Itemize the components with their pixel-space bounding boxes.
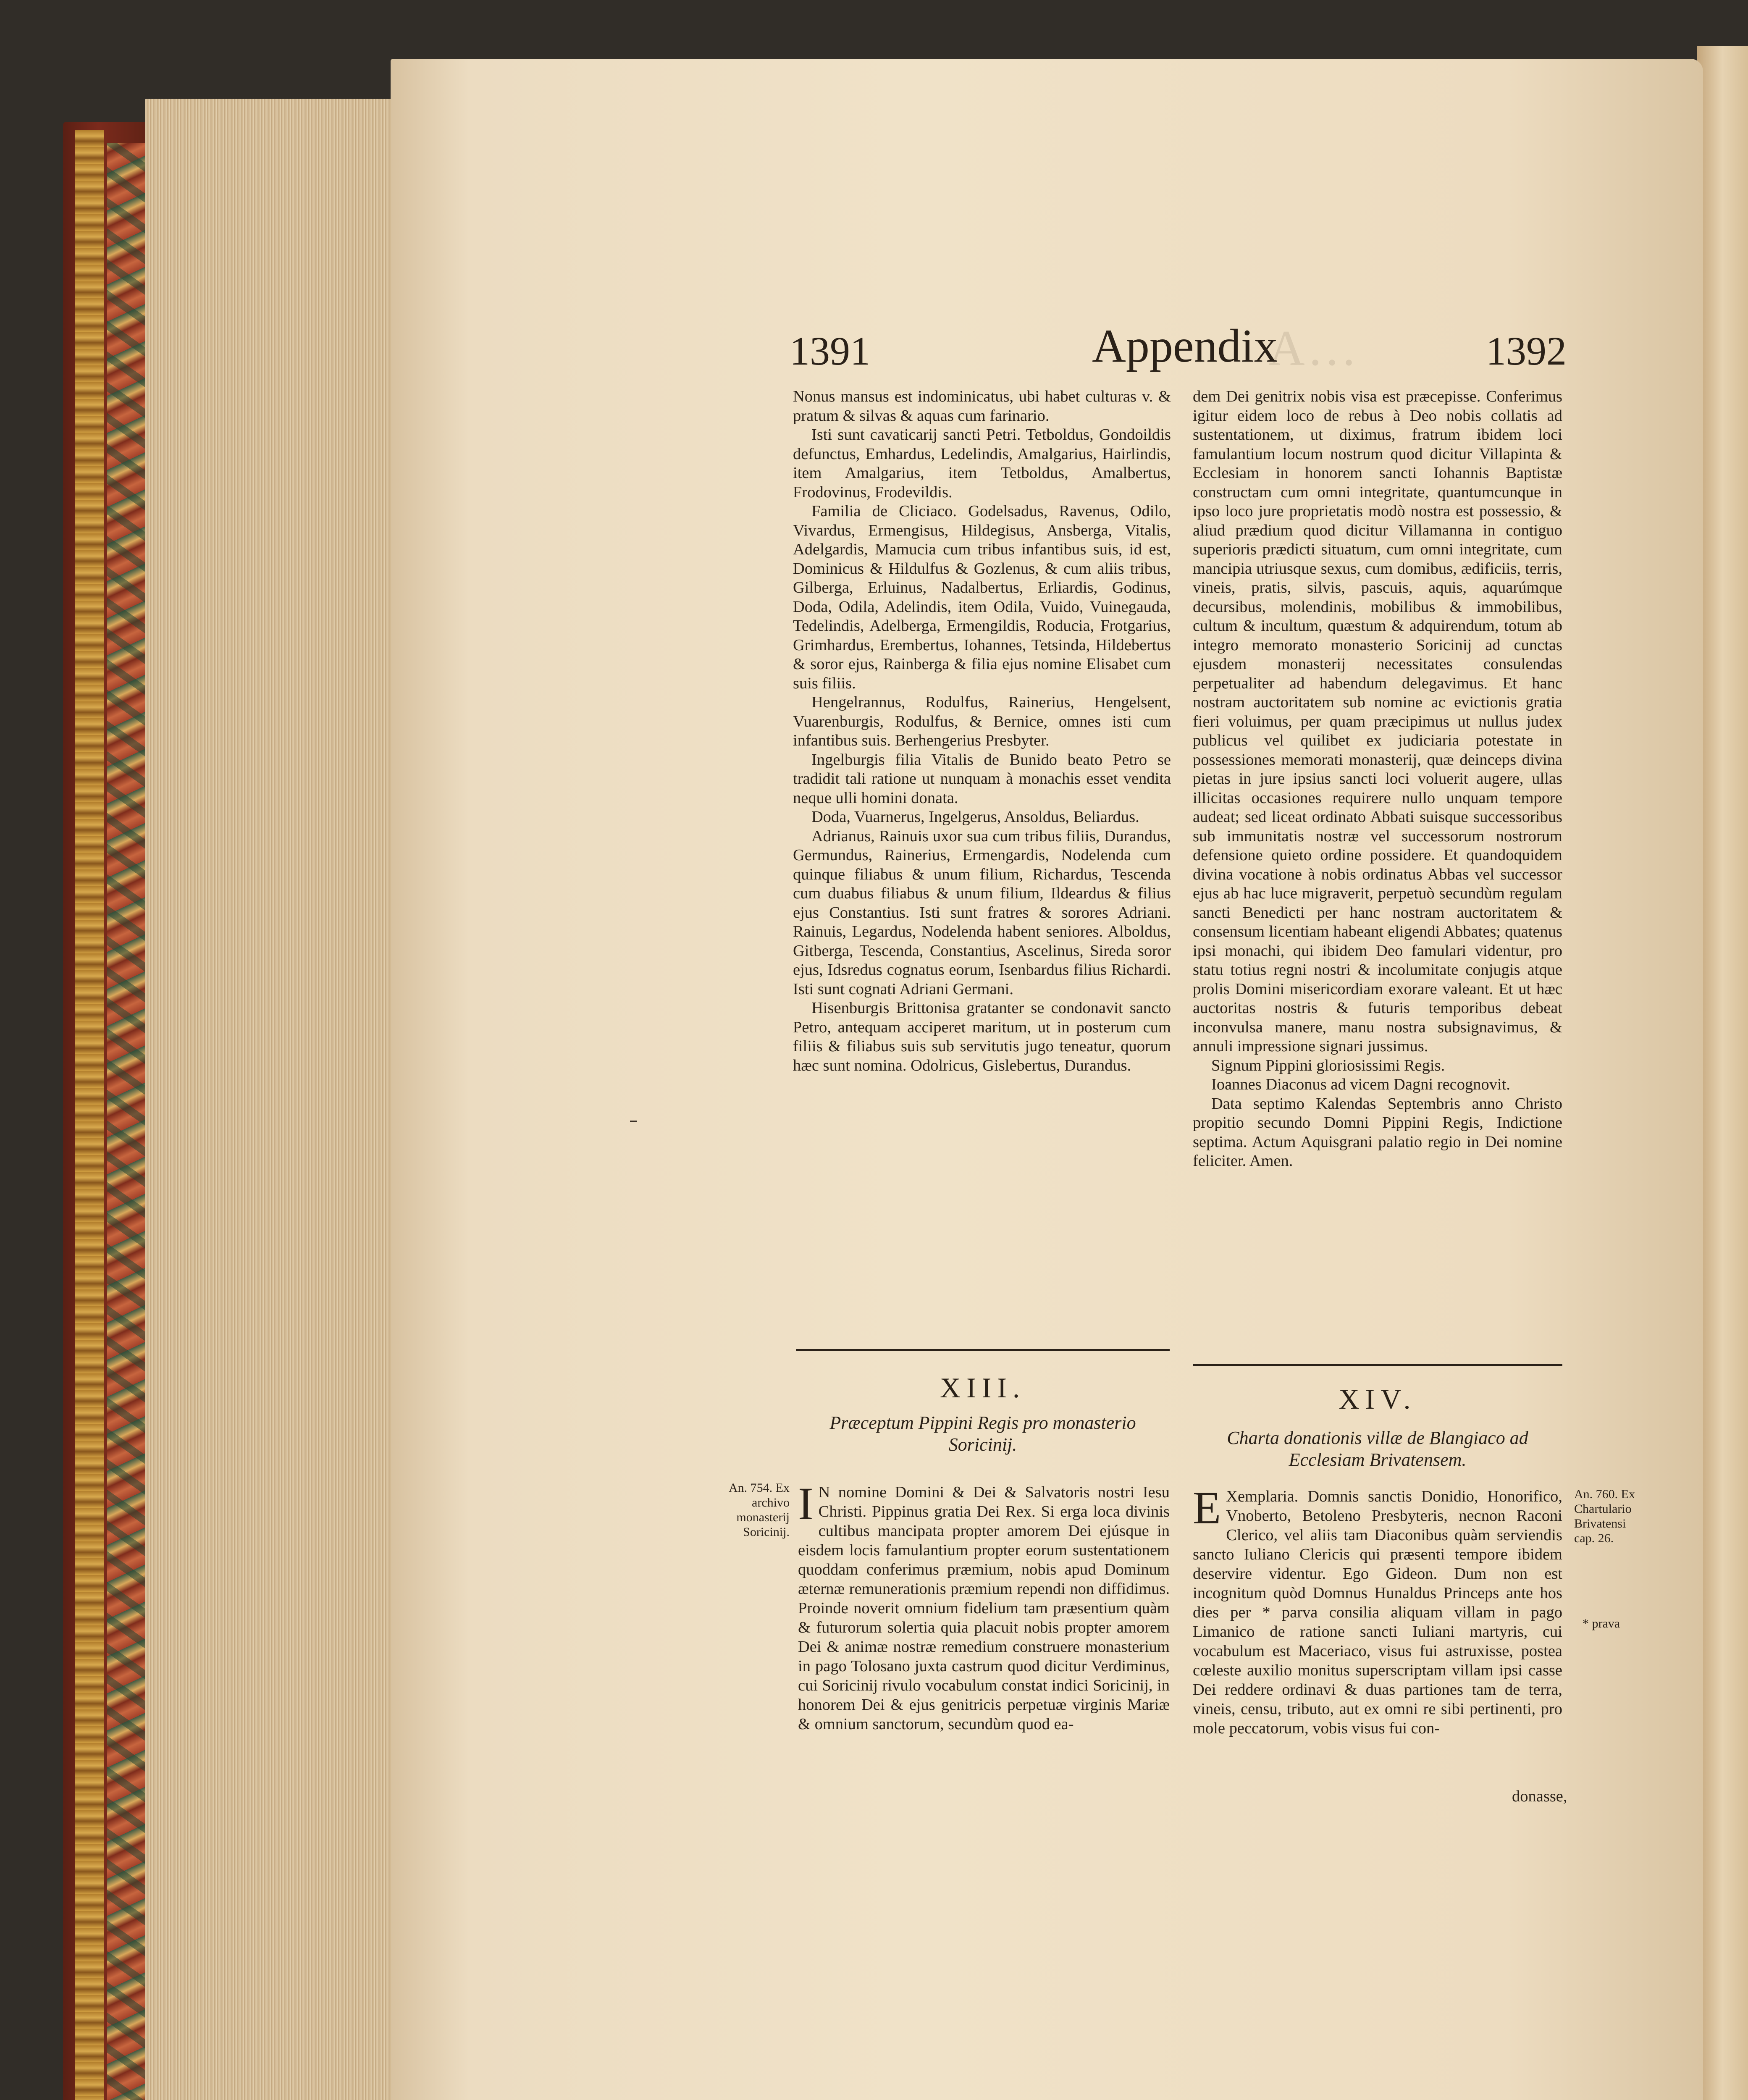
paragraph: Isti sunt cavaticarij sancti Petri. Tetboldus, Gondoildis defunctus, Emhardus, Ledelindis, Amalgarius, Hairlindis, item Amalgarius, item Tetboldus, Amalbertus, Frodovinus, Frodevildis.: [793, 426, 1171, 501]
paragraph: Ingelburgis filia Vitalis de Bunido beato Petro se tradidit tali ratione ut nunquam à monachis esset vendita neque ulli homini donata.: [793, 751, 1171, 807]
charter-text: [1193, 1482, 1562, 1738]
charter-text: [798, 1478, 1170, 1734]
paragraph: Adrianus, Rainuis uxor sua cum tribus filiis, Durandus, Germundus, Rainerius, Ermengardis, Nodelenda cum quinque filiabus & unum filium, Richardus, Tescenda cum duabus filiabus & unum filium, Ildeardus & filius ejus Constantius. Isti sunt fratres & sorores Adriani. Rainuis, Legardus, Nodelenda habent seniores. Alboldus, Gitberga, Tescenda, Constantius, Ascelinus, Sireda soror ejus, Idsredus cognatus eorum, Isenbardus filius Richardi. Isti sunt cognati Adriani Germani.: [793, 827, 1171, 998]
section-number: XIII.: [940, 1372, 1026, 1404]
paragraph: dem Dei genitrix nobis visa est præcepisse. Conferimus igitur eidem loco de rebus à Deo nobis collatis ad sustentationem, ut diximus, fratrum ibidem loci famulantium locum nostrum quod dicitur Villapinta & Ecclesiam in honorem sancti Iohannis Baptistæ constructam cum omni integritate, quantumcunque in ipso loco jure proprietatis modò nostra est possessio, & aliud prædium quod dicitur Villamanna in contiguo superioris prædicti situatum, cum omni integritate, cum mancipia utriusque sexus, cum domibus, ædificiis, terris, vineis, pratis, silvis, pascuis, aquis, aquarúmque decursibus, molendinis, mobilibus & immobilibus, cultum & incultum, quæstum & adquirendum, totum ab integro memorato monasterio Soricinij ad cunctas ejusdem monasterij necessitates consulendas perpetualiter ad habendum delegavimus. Et hanc nostram auctoritatem sub nomine ac evictionis gratia fieri voluimus, per quam præcipimus ut nullus judex publicus vel quilibet ex judiciaria potestate in possessiones memorati monasterij, quæ deinceps divina pietas in jure ipsius sancti loci voluerit augere, ullas illicitas occasiones requirere nullo unquam tempore audeat; sed liceat ordinato Abbati suisque successoribus sub immunitatis nostræ vel successorum nostrorum defensione quieto ordine possidere. Et quandoquidem divina vocatione à nobis ordinatus Abbas vel successor ejus ab hac luce migraverit, perpetuò secundùm regulam sancti Benedicti per hanc nostram auctoritatem & consensum licentiam habeant eligendi Abbates; quatenus ipsi monachi, qui ibidem Deo famulari videntur, pro statu totius regni nostri & incolumitate conjugis atque prolis Domini misericordiam exorare valeant. Et ut hæc auctoritas nostris & futuris temporibus debeat inconvulsa manere, manu nostra subsignavimus, & annuli impressione signari jussimus.: [1193, 388, 1562, 1055]
paragraph: Hengelrannus, Rodulfus, Rainerius, Hengelsent, Vuarenburgis, Rodulfus, & Bernice, omnes isti cum infantibus suis. Berhengerius Presbyter.: [793, 693, 1171, 749]
marbled-endpaper: [107, 143, 147, 2100]
drop-cap: I: [798, 1478, 814, 1529]
signature-line: Signum Pippini gloriosissimi Regis.: [1211, 1056, 1445, 1074]
paragraph: Doda, Vuarnerus, Ingelgerus, Ansoldus, Beliardus.: [811, 808, 1139, 826]
paragraph: Familia de Cliciaco. Godelsadus, Ravenus, Odilo, Vivardus, Ermengisus, Hildegisus, Ansberga, Vitalis, Adelgardis, Mamucia cum tribus infantibus suis, id est, Dominicus & Hildulfus & Gozlenus, & cum aliis tribus, Gilberga, Erluinus, Nadalbertus, Erliardis, Godinus, Doda, Odila, Adelindis, item Odila, Vuido, Vuinegauda, Tedelindis, Adelberga, Ermengildis, Roducia, Frotgarius, Grimhardus, Erembertus, Iohannes, Tetsinda, Hildebertus & soror ejus, Rainberga & filia ejus nomine Elisabet cum suis filiis.: [793, 502, 1171, 692]
margin-note: An. 760. Ex Chartulario Brivatensi cap. 26.: [1574, 1487, 1635, 1545]
left-column: [793, 387, 1171, 1075]
section-title: Charta donationis villæ de Blangiaco ad Ecclesiam Brivatensem.: [1227, 1428, 1528, 1470]
page-title: Appendix: [1092, 320, 1278, 372]
paragraph: Nonus mansus est indominicatus, ubi habet culturas v. & pratum & silvas & aquas cum farinario.: [793, 388, 1171, 425]
section-divider: [796, 1349, 1170, 1351]
page-number-left: 1391: [790, 328, 870, 373]
paragraph: Hisenburgis Brittonisa gratanter se condonavit sancto Petro, antequam acciperet maritum, ut in posterum cum filiis & filiabus suis sub servitutis jugo teneatur, quorum hæc sunt nomina. Odolricus, Gislebertus, Durandus.: [793, 999, 1171, 1074]
section-title: Præceptum Pippini Regis pro monasterio Soricinij.: [829, 1412, 1136, 1455]
section-number: XIV.: [1339, 1383, 1417, 1415]
facing-page-edge: [1697, 46, 1748, 2100]
charter-body: Xemplaria. Domnis sanctis Donidio, Honorifico, Vnoberto, Betoleno Presbyteris, necnon Raconi Clerico, vel aliis tam Diaconibus quàm serviendis sancto Iuliano Clericis qui præsenti tempore ibidem deservire videntur. Ego Gideon. Dum non est incognitum quòd Domnus Hunaldus Princeps ante hos dies per * parva consilia aliquam villam in pago Limanico de ratione sancti Iuliani martyris, cui vocabulum est Maceriaco, visus fui astruxisse, postea cœleste auxilio monitus superscriptam villam ipsi casse Dei reddere ordinavi & duas partiones tam de terra, vineis, censu, tributo, aut ex omni re sibi pertinenti, pro mole peccatorum, vobis visus fui con-: [1193, 1488, 1562, 1737]
right-column: [1193, 387, 1562, 1171]
dating-clause: Data septimo Kalendas Septembris anno Christo propitio secundo Domni Pippini Regis, Indictione septima. Actum Aquisgrani palatio regio in Dei nomine feliciter. Amen.: [1193, 1095, 1562, 1170]
gilt-tooled-border: [75, 130, 104, 2100]
catchword: donasse,: [1512, 1788, 1567, 1805]
recognition-line: Ioannes Diaconus ad vicem Dagni recognovit.: [1211, 1076, 1511, 1093]
stray-mark: [630, 1121, 637, 1122]
page-number-right: 1392: [1486, 328, 1567, 373]
drop-cap: E: [1193, 1482, 1221, 1533]
running-head: [790, 319, 1567, 374]
charter-body: N nomine Domini & Dei & Salvatoris nostri Iesu Christi. Pippinus gratia Dei Rex. Si erga loca divinis cultibus mancipata propter amorem Dei ejúsque in eisdem locis famulantium propter eorum sustentationem quoddam conferimus præmium, nobis apud Dominum æternæ remunerationis præmium rependi non diffidimus. Proinde noverit omnium fidelium tam præsentium quàm & futurorum solertia quia placuit nobis propter amorem Dei & animæ nostræ remedium construere monasterium in pago Tolosano juxta castrum quod dicitur Verdiminus, cui Soricinij rivulo vocabulum constat indici Soricinij, in honorem Dei & ejus genitricis perpetuæ virginis Mariæ & omnium sanctorum, secundùm quod ea-: [798, 1483, 1170, 1733]
page-block-edge: [145, 99, 393, 2100]
margin-note: An. 754. Ex archivo monasterij Soricinij.: [729, 1481, 790, 1539]
bleed-through-text: A...: [1268, 320, 1360, 376]
section-divider: [1193, 1364, 1562, 1366]
footnote-note: * prava: [1583, 1617, 1620, 1630]
